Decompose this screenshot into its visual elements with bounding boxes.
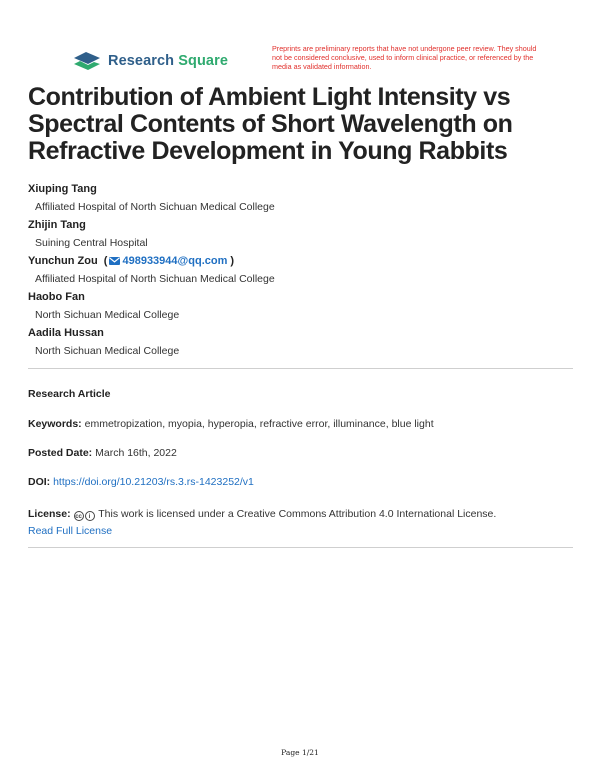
author-name-with-email: Yunchun Zou ( 498933944@qq.com ) (28, 255, 235, 267)
author-email-link[interactable]: 498933944@qq.com (122, 255, 228, 267)
author-name: Aadila Hussan (28, 327, 104, 339)
author-affiliation: Suining Central Hospital (35, 237, 148, 249)
divider (28, 368, 573, 369)
author-name: Haobo Fan (28, 291, 85, 303)
logo-text: Research Square (108, 53, 228, 69)
research-square-logo[interactable] (72, 48, 228, 74)
mail-icon (109, 257, 120, 265)
cc-icon: cc (74, 511, 84, 521)
doi-line: DOI: https://doi.org/10.21203/rs.3.rs-1423252/v1 (28, 476, 254, 488)
preprint-disclaimer: Preprints are preliminary reports that have not undergone peer review. They should not be considered conclusive, used to inform clinical practice, or referenced by the media as validated information. (272, 44, 537, 71)
author-affiliation: North Sichuan Medical College (35, 345, 180, 357)
research-square-logo-icon (72, 48, 102, 74)
author-affiliation: Affiliated Hospital of North Sichuan Medical College (35, 201, 275, 213)
page-number: Page 1/21 (281, 748, 319, 757)
author-affiliation: North Sichuan Medical College (35, 309, 180, 321)
author-name: Zhijin Tang (28, 219, 86, 231)
divider (28, 547, 573, 548)
cc-by-icon: i (85, 511, 95, 521)
author-list (28, 180, 568, 360)
license-line: License: cc i This work is licensed under a Creative Commons Attribution 4.0 International License. Read Full License (28, 508, 497, 537)
keywords-line: Keywords: emmetropization, myopia, hyperopia, refractive error, illuminance, blue light (28, 418, 434, 430)
paper-title: Contribution of Ambient Light Intensity vs Spectral Contents of Short Wavelength on Refractive Development in Young Rabbits (28, 83, 513, 165)
author-name: Xiuping Tang (28, 183, 97, 195)
posted-date-line: Posted Date: March 16th, 2022 (28, 447, 177, 459)
read-full-license-link[interactable]: Read Full License (28, 525, 113, 537)
doi-link[interactable]: https://doi.org/10.21203/rs.3.rs-1423252/v1 (53, 476, 254, 488)
author-affiliation: Affiliated Hospital of North Sichuan Medical College (35, 273, 275, 285)
article-type: Research Article (28, 388, 111, 400)
